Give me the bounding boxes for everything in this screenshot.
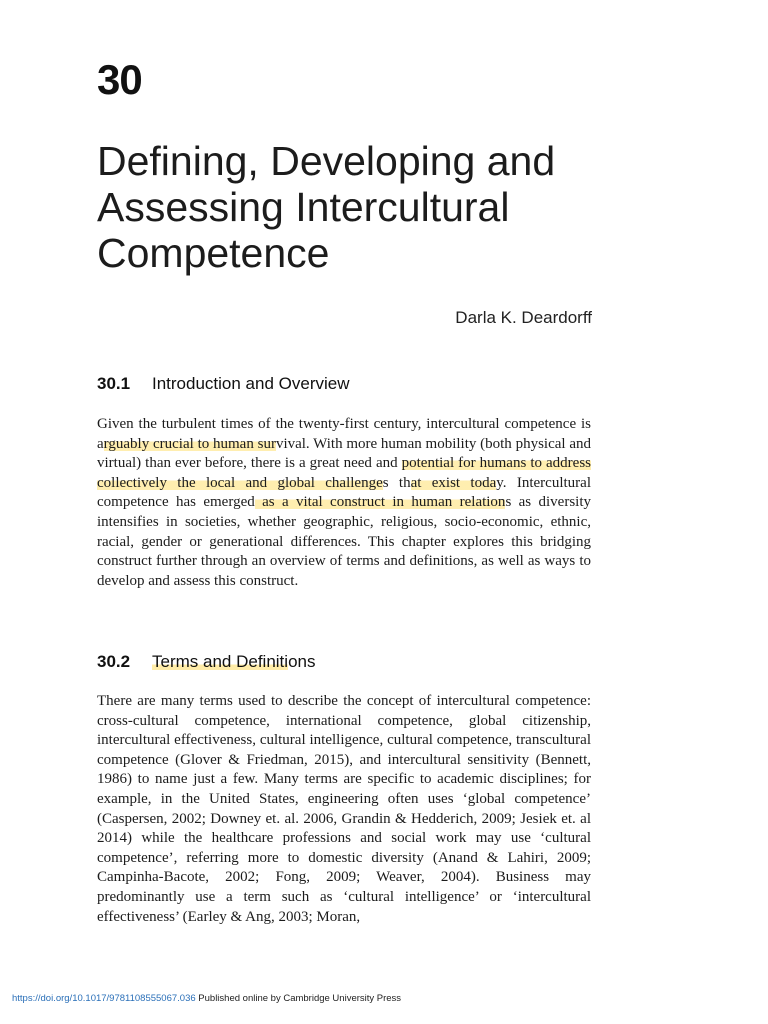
text-run: s as diversity intensifies in societies, whether geographic, religious, socio-economic, ethnic, racial, gender or generational differences. This chapter explores this bridging construct further through an overview of terms and definitions, as well as ways to develop and assess this construct. (97, 494, 592, 589)
text-run: s th (382, 474, 411, 491)
section-heading-intro (97, 374, 350, 394)
section-heading-terms (97, 652, 315, 672)
section-number: 30.2 (97, 652, 131, 671)
section-title-rest: ons (288, 652, 316, 671)
footer (12, 993, 401, 1004)
chapter-number: 30 (97, 56, 142, 103)
terms-paragraph: There are many terms used to describe the concept of intercultural competence: cross-cultural competence, international competence, global citizenship, intercultural effectiveness, cultural intelligence, cultural competence, transcultural competence (Glover & Friedman, 2015), and intercultural sensitivity (Bennett, 1986) to name just a few. Many terms are specific to academic disciplines; for example, in the United States, engineering often uses ‘global competence’ (Caspersen, 2002; Downey et. al. 2006, Grandin & Hedderich, 2009; Jesiek et. al 2014) while the healthcare professions and social work may use ‘cultural competence’, referring more to domestic diversity (Anand & Lahiri, 2009; Campinha-Bacote, 2002; Fong, 2009; Weaver, 2004). Business may predominantly use a term such as ‘cultural intelligence’ or ‘intercultural effectiveness’ (Earley & Ang, 2003; Moran, (97, 693, 591, 925)
chapter-title: Defining, Developing and Assessing Intercultural Competence (97, 138, 556, 276)
highlight[interactable]: as a vital construct in human relation (254, 494, 506, 511)
section-title: Introduction and Overview (152, 374, 350, 393)
published-note: Published online by Cambridge University Press (198, 993, 402, 1004)
highlight[interactable]: rguably crucial to human sur (103, 435, 276, 452)
text-run: Given the turbulent times of the twenty-first century, intercultural competence is a (97, 416, 591, 452)
section-number: 30.1 (97, 374, 131, 393)
intro-paragraph (97, 415, 591, 591)
highlight[interactable]: Terms and Definiti (152, 652, 289, 671)
text-run: vival. With more human mobility (both physical and virtual) than ever before, there is a great need and (97, 435, 591, 472)
text-run: y. Intercultural competence has emerged (97, 474, 591, 511)
highlight[interactable]: at exist toda (410, 474, 497, 491)
doi-link[interactable]: https://doi.org/10.1017/9781108555067.036 (12, 993, 196, 1004)
highlight[interactable]: potential for humans to address collectively the local and global challenge (97, 455, 591, 491)
author-name: Darla K. Deardorff (455, 308, 592, 327)
